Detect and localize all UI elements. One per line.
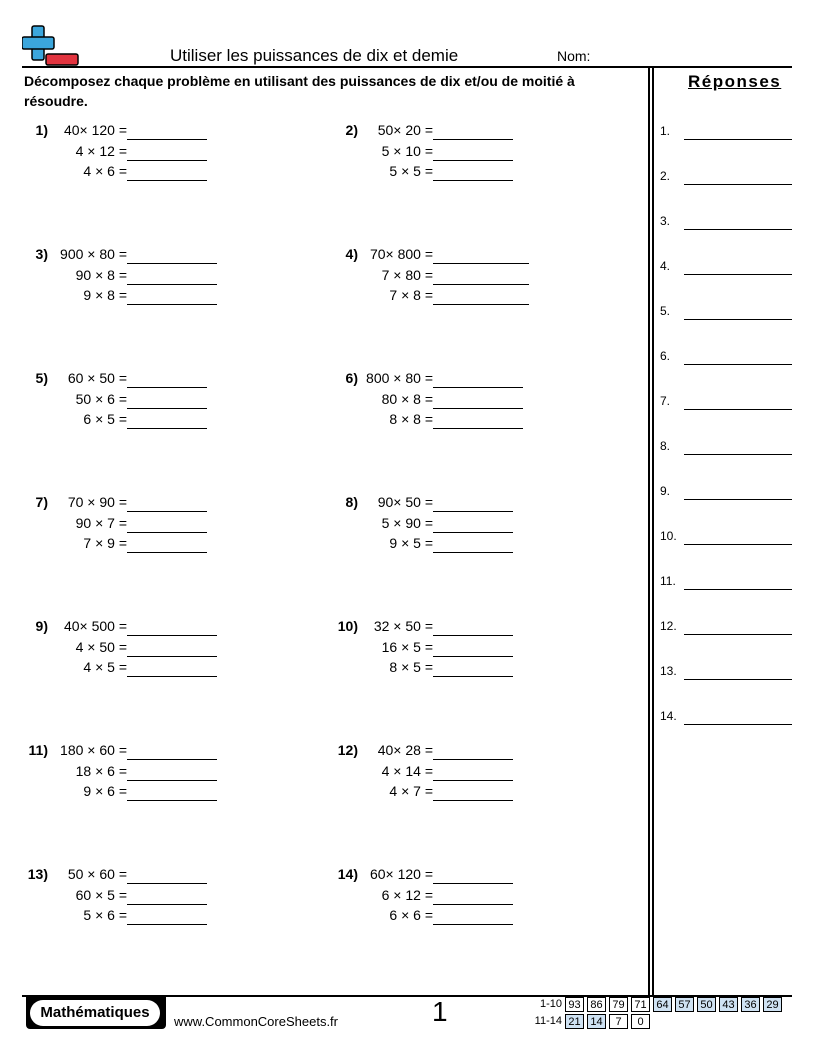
answer-row — [660, 165, 795, 185]
answer-number: 10. — [660, 529, 677, 543]
answer-input-line[interactable] — [433, 285, 529, 305]
problem-equation: 900 × 80 = — [60, 246, 127, 262]
answer-number: 5. — [660, 304, 671, 318]
answer-row — [660, 300, 795, 320]
score-cell: 50 — [697, 997, 716, 1012]
problem-equation: 4 × 5 = — [83, 659, 127, 675]
problem-number: 2) — [345, 122, 358, 138]
answer-input-line[interactable] — [127, 740, 217, 760]
answer-input-line[interactable] — [433, 161, 513, 181]
problem-number: 14) — [337, 866, 358, 882]
problem-equation: 4 × 7 = — [389, 783, 433, 799]
answer-row — [660, 120, 795, 140]
name-label: Nom: — [557, 48, 591, 64]
problem-number: 6) — [345, 370, 358, 386]
problem-number: 4) — [345, 246, 358, 262]
score-cell: 29 — [763, 997, 782, 1012]
answer-blank[interactable] — [684, 364, 792, 365]
score-cell: 79 — [609, 997, 628, 1012]
answer-input-line[interactable] — [433, 141, 513, 161]
score-cell: 36 — [741, 997, 760, 1012]
problem-number: 13) — [27, 866, 48, 882]
answer-input-line[interactable] — [433, 389, 523, 409]
problem-equation: 4 × 14 = — [381, 762, 433, 779]
answer-input-line[interactable] — [127, 905, 207, 925]
problem-equation: 8 × 5 = — [389, 659, 433, 675]
answer-input-line[interactable] — [433, 781, 513, 801]
problem-equation: 50× 20 = — [377, 122, 433, 138]
problem-equation: 4 × 6 = — [83, 163, 127, 179]
answer-input-line[interactable] — [127, 657, 217, 677]
site-url: www.CommonCoreSheets.fr — [174, 1014, 338, 1029]
answer-row — [660, 210, 795, 230]
problem-equation: 180 × 60 = — [60, 742, 127, 758]
answer-input-line[interactable] — [127, 389, 207, 409]
problem-number: 12) — [337, 742, 358, 758]
score-cell: 93 — [565, 997, 584, 1012]
answer-input-line[interactable] — [127, 885, 207, 905]
answer-row — [660, 435, 795, 455]
answer-number: 12. — [660, 619, 677, 633]
answer-number: 6. — [660, 349, 671, 363]
problem-equation: 5 × 5 = — [389, 163, 433, 179]
problem-equation: 90 × 7 = — [75, 514, 127, 531]
problem-equation: 6 × 5 = — [83, 411, 127, 427]
answer-blank[interactable] — [684, 454, 792, 455]
answers-title: Réponses — [688, 72, 782, 91]
problem-equation: 800 × 80 = — [366, 370, 433, 386]
problem-number: 1) — [35, 122, 48, 138]
score-row — [528, 997, 793, 1014]
problem-equation: 50 × 60 = — [67, 866, 127, 882]
problem-equation: 7 × 80 = — [381, 266, 433, 283]
page-title: Utiliser les puissances de dix et demie — [170, 46, 459, 65]
problem-equation: 4 × 50 = — [75, 638, 127, 655]
answer-input-line[interactable] — [127, 265, 217, 285]
answer-input-line[interactable] — [433, 616, 513, 636]
answer-blank[interactable] — [684, 544, 792, 545]
score-cell: 21 — [565, 1014, 584, 1029]
answer-number: 7. — [660, 394, 671, 408]
problem-equation: 5 × 10 = — [381, 142, 433, 159]
problem-equation: 16 × 5 = — [381, 638, 433, 655]
answer-input-line[interactable] — [127, 864, 207, 884]
problem-equation: 9 × 6 = — [83, 783, 127, 799]
problem-equation: 70× 800 = — [369, 246, 433, 262]
problem-equation: 32 × 50 = — [373, 618, 433, 634]
problem-number: 3) — [35, 246, 48, 262]
answer-input-line[interactable] — [127, 120, 207, 140]
answer-input-line[interactable] — [127, 513, 207, 533]
problem-equation: 7 × 9 = — [83, 535, 127, 551]
answer-input-line[interactable] — [433, 864, 513, 884]
answer-input-line[interactable] — [127, 533, 207, 553]
answer-input-line[interactable] — [127, 637, 217, 657]
problem-equation: 80 × 8 = — [381, 390, 433, 407]
answer-number: 3. — [660, 214, 671, 228]
answer-number: 11. — [660, 574, 676, 588]
problem-number: 8) — [345, 494, 358, 510]
answer-blank[interactable] — [684, 274, 792, 275]
problem-equation: 40× 28 = — [377, 742, 433, 758]
answer-column-divider-inner — [652, 66, 654, 996]
answer-number: 8. — [660, 439, 671, 453]
problem-equation: 6 × 6 = — [389, 907, 433, 923]
answer-input-line[interactable] — [127, 141, 207, 161]
answer-row — [660, 345, 795, 365]
answer-input-line[interactable] — [127, 244, 217, 264]
answer-input-line[interactable] — [433, 740, 513, 760]
problem-number: 5) — [35, 370, 48, 386]
score-cell: 57 — [675, 997, 694, 1012]
answer-number: 1. — [660, 124, 671, 138]
answer-blank[interactable] — [684, 679, 792, 680]
answer-row — [660, 615, 795, 635]
answer-number: 13. — [660, 664, 677, 678]
problem-number: 7) — [35, 494, 48, 510]
problem-equation: 60 × 50 = — [67, 370, 127, 386]
answer-blank[interactable] — [684, 724, 792, 725]
problem-equation: 90× 50 = — [377, 494, 433, 510]
plus-minus-logo-icon — [22, 24, 80, 68]
instructions: Décomposez chaque problème en utilisant des puissances de dix et/ou de moitié à résoudre. — [24, 73, 575, 109]
answer-blank[interactable] — [684, 589, 792, 590]
score-row — [528, 1014, 793, 1031]
problem-number: 11) — [28, 742, 48, 758]
score-range-label: 1-10 — [539, 998, 562, 1010]
answer-row — [660, 705, 795, 725]
answer-row — [660, 570, 795, 590]
answer-blank[interactable] — [684, 139, 792, 140]
problem-equation: 9 × 8 = — [83, 287, 127, 303]
problem-equation: 5 × 90 = — [381, 514, 433, 531]
score-cell: 7 — [609, 1014, 628, 1029]
problem-equation: 50 × 6 = — [75, 390, 127, 407]
answer-input-line[interactable] — [127, 409, 207, 429]
answer-row — [660, 255, 795, 275]
answer-input-line[interactable] — [433, 368, 523, 388]
answer-blank[interactable] — [684, 499, 792, 500]
answer-input-line[interactable] — [433, 885, 513, 905]
answer-number: 4. — [660, 259, 671, 273]
brand-badge — [26, 997, 166, 1029]
problem-equation: 40× 120 = — [63, 122, 127, 138]
answer-input-line[interactable] — [433, 409, 523, 429]
problem-equation: 18 × 6 = — [75, 762, 127, 779]
answer-row — [660, 390, 795, 410]
answer-input-line[interactable] — [433, 905, 513, 925]
problem-number: 9) — [35, 618, 48, 634]
answer-input-line[interactable] — [433, 533, 513, 553]
answer-blank[interactable] — [684, 184, 792, 185]
problem-number: 10) — [337, 618, 358, 634]
answer-input-line[interactable] — [127, 368, 207, 388]
problem-equation: 8 × 8 = — [389, 411, 433, 427]
answer-row — [660, 660, 795, 680]
answer-input-line[interactable] — [127, 616, 217, 636]
header-divider — [22, 66, 792, 68]
score-range-label: 11-14 — [534, 1015, 562, 1027]
answer-row — [660, 480, 795, 500]
problem-equation: 9 × 5 = — [389, 535, 433, 551]
answer-blank[interactable] — [684, 319, 792, 320]
answer-input-line[interactable] — [433, 492, 513, 512]
score-cell: 14 — [587, 1014, 606, 1029]
answer-input-line[interactable] — [127, 285, 217, 305]
problem-equation: 5 × 6 = — [83, 907, 127, 923]
problem-equation: 4 × 12 = — [75, 142, 127, 159]
brand-label: Mathématiques — [30, 1000, 160, 1026]
answer-input-line[interactable] — [433, 120, 513, 140]
page-number: 1 — [432, 996, 448, 1027]
problem-equation: 60 × 5 = — [75, 886, 127, 903]
answer-input-line[interactable] — [433, 244, 529, 264]
answer-input-line[interactable] — [433, 657, 513, 677]
answer-input-line[interactable] — [433, 513, 513, 533]
answer-input-line[interactable] — [433, 637, 513, 657]
answer-number: 14. — [660, 709, 677, 723]
score-cell: 64 — [653, 997, 672, 1012]
answer-input-line[interactable] — [127, 492, 207, 512]
answer-input-line[interactable] — [127, 761, 217, 781]
answer-column-divider — [648, 66, 650, 996]
answer-blank[interactable] — [684, 634, 792, 635]
problem-equation: 7 × 8 = — [389, 287, 433, 303]
problem-equation: 60× 120 = — [369, 866, 433, 882]
answer-blank[interactable] — [684, 409, 792, 410]
answer-input-line[interactable] — [127, 781, 217, 801]
answer-input-line[interactable] — [433, 265, 529, 285]
score-cell: 71 — [631, 997, 650, 1012]
answer-row — [660, 525, 795, 545]
score-cell: 0 — [631, 1014, 650, 1029]
problem-equation: 40× 500 = — [63, 618, 127, 634]
answer-input-line[interactable] — [127, 161, 207, 181]
problem-equation: 70 × 90 = — [67, 494, 127, 510]
score-cell: 43 — [719, 997, 738, 1012]
answer-input-line[interactable] — [433, 761, 513, 781]
answer-number: 9. — [660, 484, 671, 498]
problem-equation: 90 × 8 = — [75, 266, 127, 283]
problem-equation: 6 × 12 = — [381, 886, 433, 903]
score-cell: 86 — [587, 997, 606, 1012]
answer-number: 2. — [660, 169, 671, 183]
answer-blank[interactable] — [684, 229, 792, 230]
